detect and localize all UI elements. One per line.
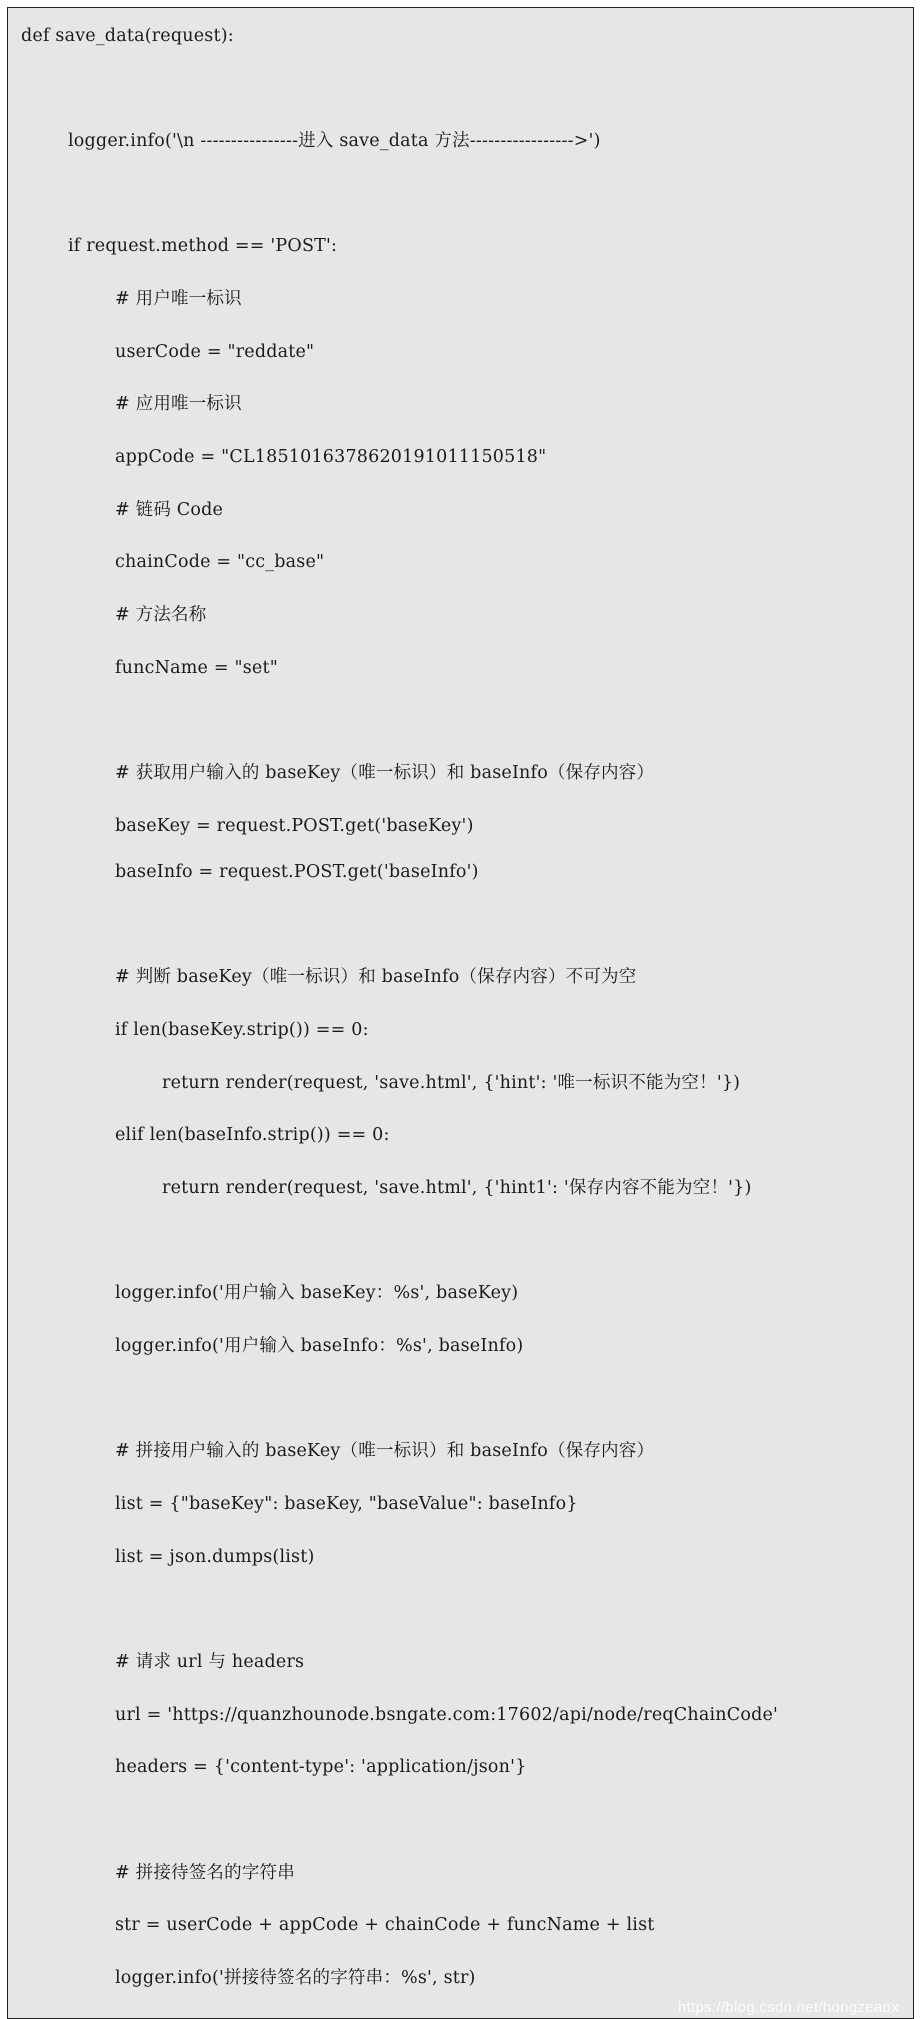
code-line: headers = {'content-type': 'application/json'}: [115, 1757, 527, 1777]
code-line: logger.info('拼接待签名的字符串：%s', str): [115, 1968, 476, 1988]
code-line: elif len(baseInfo.strip()) == 0:: [115, 1125, 390, 1145]
code-line: funcName = "set": [115, 658, 278, 678]
code-line: if len(baseKey.strip()) == 0:: [115, 1020, 369, 1040]
code-comment: # 用户唯一标识: [115, 289, 242, 309]
code-line: return render(request, 'save.html', {'hint': '唯一标识不能为空！'}): [162, 1073, 741, 1093]
code-comment: # 方法名称: [115, 605, 207, 625]
code-block: [7, 7, 914, 2019]
code-line: list = {"baseKey": baseKey, "baseValue": baseInfo}: [115, 1494, 578, 1514]
code-line: logger.info('用户输入 baseKey：%s', baseKey): [115, 1283, 519, 1303]
code-line: baseInfo = request.POST.get('baseInfo'): [115, 862, 479, 882]
code-line: str = userCode + appCode + chainCode + funcName + list: [115, 1915, 655, 1935]
code-comment: # 链码 Code: [115, 500, 224, 520]
code-line: logger.info('\n ----------------进入 save_data 方法----------------->'): [68, 131, 601, 151]
code-comment: # 拼接待签名的字符串: [115, 1863, 295, 1883]
code-comment: # 应用唯一标识: [115, 394, 242, 414]
code-line: list = json.dumps(list): [115, 1547, 315, 1567]
code-comment: # 拼接用户输入的 baseKey（唯一标识）和 baseInfo（保存内容）: [115, 1441, 655, 1461]
code-line: return render(request, 'save.html', {'hint1': '保存内容不能为空！'}): [162, 1178, 752, 1198]
code-line: chainCode = "cc_base": [115, 552, 325, 572]
code-comment: # 请求 url 与 headers: [115, 1652, 305, 1672]
code-line: appCode = "CL1851016378620191011150518": [115, 447, 547, 467]
code-line: userCode = "reddate": [115, 342, 315, 362]
code-line: logger.info('用户输入 baseInfo：%s', baseInfo): [115, 1336, 524, 1356]
code-comment: # 获取用户输入的 baseKey（唯一标识）和 baseInfo（保存内容）: [115, 763, 655, 783]
code-comment: # 判断 baseKey（唯一标识）和 baseInfo（保存内容）不可为空: [115, 967, 637, 987]
code-line: if request.method == 'POST':: [68, 236, 338, 256]
code-line: def save_data(request):: [21, 26, 234, 46]
code-line: url = 'https://quanzhounode.bsngate.com:17602/api/node/reqChainCode': [115, 1705, 779, 1725]
code-line: baseKey = request.POST.get('baseKey'): [115, 816, 474, 836]
watermark-text: https://blog.csdn.net/hongzeaox: [677, 1999, 899, 2016]
